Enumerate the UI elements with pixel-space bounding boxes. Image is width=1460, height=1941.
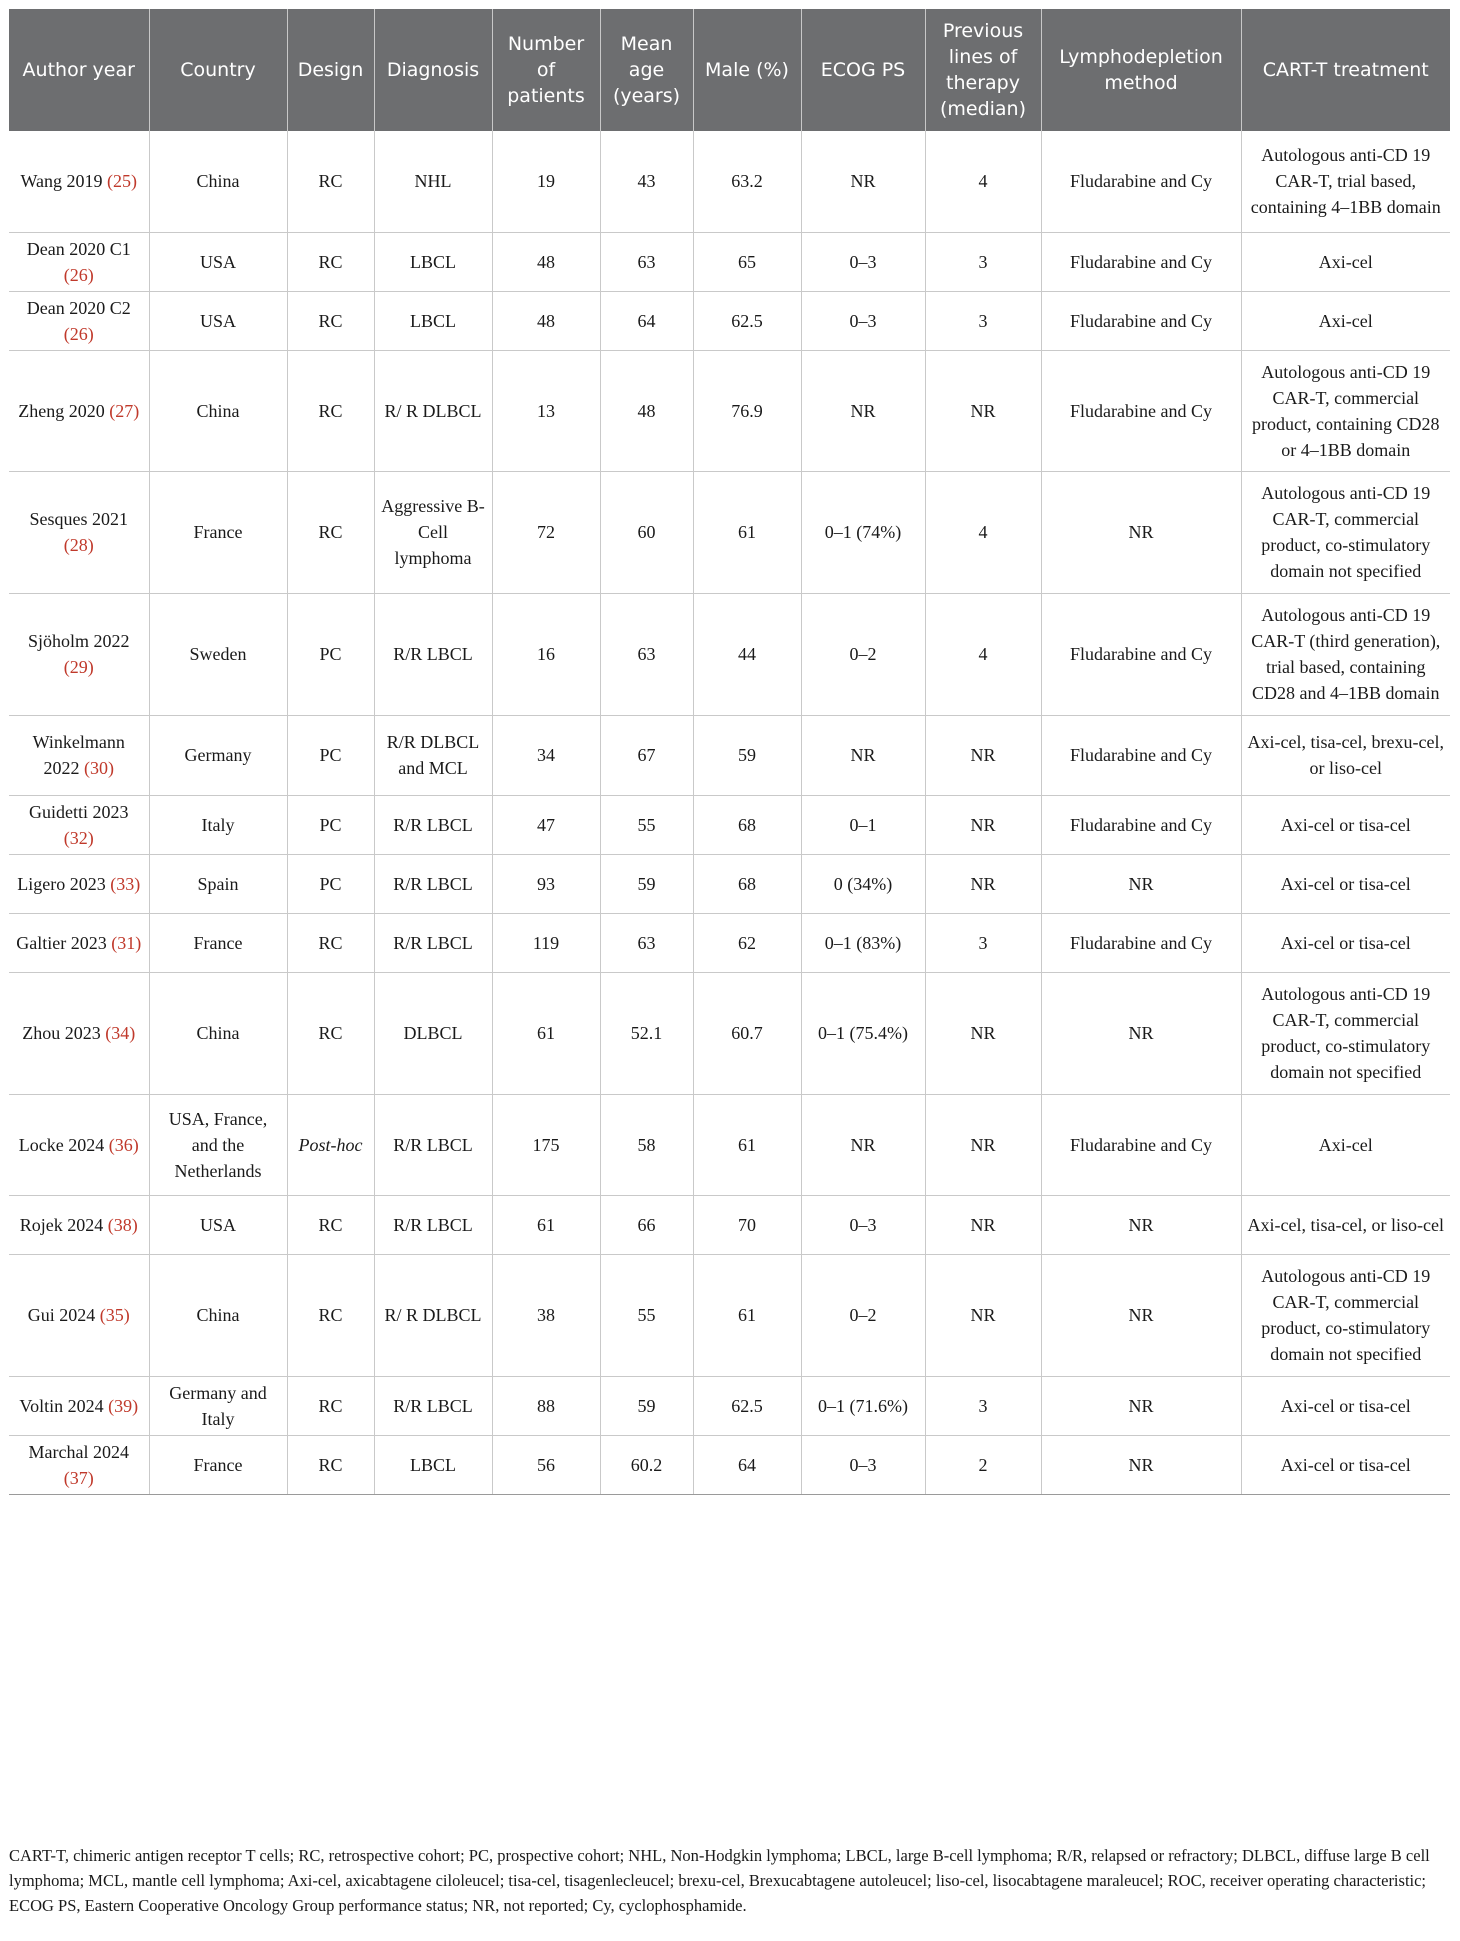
cell-design: RC bbox=[287, 131, 374, 232]
cell-number-of-patients: 48 bbox=[492, 291, 600, 350]
cell-author-year bbox=[9, 715, 149, 795]
cell-design: PC bbox=[287, 795, 374, 854]
cell-number-of-patients: 88 bbox=[492, 1376, 600, 1435]
header-row bbox=[9, 9, 1450, 131]
header-design: Design bbox=[287, 9, 374, 131]
cell-previous-lines: NR bbox=[925, 350, 1041, 471]
reference-link[interactable]: (27) bbox=[109, 400, 140, 421]
cell-previous-lines: 3 bbox=[925, 291, 1041, 350]
cell-ecog-ps: 0–1 (83%) bbox=[801, 913, 925, 972]
cell-country: Spain bbox=[149, 854, 287, 913]
cell-previous-lines: 3 bbox=[925, 232, 1041, 291]
cell-country: China bbox=[149, 350, 287, 471]
cell-male-percent: 64 bbox=[693, 1435, 801, 1494]
reference-link[interactable]: (26) bbox=[63, 264, 94, 285]
cell-number-of-patients: 47 bbox=[492, 795, 600, 854]
cell-number-of-patients: 19 bbox=[492, 131, 600, 232]
cell-male-percent: 68 bbox=[693, 795, 801, 854]
cell-design: PC bbox=[287, 854, 374, 913]
cell-ecog-ps: NR bbox=[801, 131, 925, 232]
cell-previous-lines: 4 bbox=[925, 593, 1041, 715]
cell-lymphodepletion: Fludarabine and Cy bbox=[1041, 593, 1241, 715]
reference-link[interactable]: (29) bbox=[63, 657, 94, 677]
table-row bbox=[9, 593, 1450, 715]
cell-number-of-patients: 119 bbox=[492, 913, 600, 972]
cell-male-percent: 65 bbox=[693, 232, 801, 291]
cell-design: RC bbox=[287, 232, 374, 291]
author-text: Locke 2024 bbox=[18, 1134, 105, 1155]
cell-author-year bbox=[9, 593, 149, 715]
cell-cart-t-treatment: Axi-cel or tisa-cel bbox=[1241, 795, 1450, 854]
author-text: Dean 2020 C1 bbox=[26, 238, 131, 259]
cell-mean-age: 59 bbox=[600, 854, 693, 913]
reference-link[interactable]: (34) bbox=[105, 1023, 136, 1043]
cell-number-of-patients: 16 bbox=[492, 593, 600, 715]
cell-cart-t-treatment: Autologous anti-CD 19 CAR-T, commercial product, co-stimulatory domain not specified bbox=[1241, 972, 1450, 1094]
table-row bbox=[9, 1254, 1450, 1376]
cell-diagnosis: NHL bbox=[374, 131, 492, 232]
cell-number-of-patients: 34 bbox=[492, 715, 600, 795]
table-body bbox=[9, 131, 1450, 1494]
table-footnote: CART-T, chimeric antigen receptor T cells; RC, retrospective cohort; PC, prospective cohort; NHL, Non-Hodgkin lymphoma; LBCL, large B-cell lymphoma; R/R, relapsed or refractory; DLBCL, diffuse large B cell lymphoma; MCL, mantle cell lymphoma; Axi-cel, axicabtagene ciloleucel; tisa-cel, tisagenlecleucel; brexu-cel, Brexucabtagene autoleucel; liso-cel, lisocabtagene maraleucel; ROC, receiver operating characteristic; ECOG PS, Eastern Cooperative Oncology Group performance status; NR, not reported; Cy, cyclophosphamide. bbox=[9, 1846, 1430, 1915]
author-text: Gui 2024 bbox=[27, 1305, 96, 1325]
header-number-of-patients: Number of patients bbox=[492, 9, 600, 131]
cell-design: RC bbox=[287, 471, 374, 593]
cell-author-year bbox=[9, 471, 149, 593]
cell-mean-age: 43 bbox=[600, 131, 693, 232]
reference-link[interactable]: (35) bbox=[99, 1305, 130, 1325]
cell-lymphodepletion: Fludarabine and Cy bbox=[1041, 291, 1241, 350]
header-author-year: Author year bbox=[9, 9, 149, 131]
cell-cart-t-treatment: Axi-cel or tisa-cel bbox=[1241, 854, 1450, 913]
table-row bbox=[9, 972, 1450, 1094]
header-country: Country bbox=[149, 9, 287, 131]
cell-cart-t-treatment: Axi-cel or tisa-cel bbox=[1241, 913, 1450, 972]
cell-country: France bbox=[149, 913, 287, 972]
cell-design: RC bbox=[287, 913, 374, 972]
table-row bbox=[9, 471, 1450, 593]
study-characteristics-table bbox=[9, 9, 1450, 1495]
cell-mean-age: 59 bbox=[600, 1376, 693, 1435]
cell-design: RC bbox=[287, 972, 374, 1094]
cell-design: PC bbox=[287, 715, 374, 795]
cell-cart-t-treatment: Axi-cel bbox=[1241, 232, 1450, 291]
table-row bbox=[9, 913, 1450, 972]
cell-author-year bbox=[9, 291, 149, 350]
table-row bbox=[9, 1435, 1450, 1494]
cell-previous-lines: NR bbox=[925, 1094, 1041, 1195]
cell-male-percent: 62.5 bbox=[693, 1376, 801, 1435]
cell-ecog-ps: 0–3 bbox=[801, 1435, 925, 1494]
cell-lymphodepletion: Fludarabine and Cy bbox=[1041, 913, 1241, 972]
cell-author-year bbox=[9, 1376, 149, 1435]
cell-author-year bbox=[9, 795, 149, 854]
cell-previous-lines: NR bbox=[925, 795, 1041, 854]
cell-ecog-ps: NR bbox=[801, 350, 925, 471]
cell-lymphodepletion: Fludarabine and Cy bbox=[1041, 131, 1241, 232]
table-row bbox=[9, 795, 1450, 854]
cell-number-of-patients: 48 bbox=[492, 232, 600, 291]
reference-link[interactable]: (26) bbox=[63, 323, 94, 344]
cell-author-year bbox=[9, 854, 149, 913]
cell-lymphodepletion: Fludarabine and Cy bbox=[1041, 350, 1241, 471]
cell-country: USA bbox=[149, 232, 287, 291]
cell-design: RC bbox=[287, 291, 374, 350]
cell-previous-lines: NR bbox=[925, 1254, 1041, 1376]
cell-mean-age: 63 bbox=[600, 593, 693, 715]
author-text: Rojek 2024 bbox=[19, 1214, 104, 1235]
cell-previous-lines: NR bbox=[925, 972, 1041, 1094]
cell-cart-t-treatment: Autologous anti-CD 19 CAR-T, commercial product, containing CD28 or 4–1BB domain bbox=[1241, 350, 1450, 471]
cell-cart-t-treatment: Axi-cel, tisa-cel, or liso-cel bbox=[1241, 1195, 1450, 1254]
header-ecog-ps: ECOG PS bbox=[801, 9, 925, 131]
cell-author-year bbox=[9, 1254, 149, 1376]
cell-design: RC bbox=[287, 1376, 374, 1435]
cell-mean-age: 55 bbox=[600, 1254, 693, 1376]
header-previous-lines: Previous lines of therapy (median) bbox=[925, 9, 1041, 131]
cell-cart-t-treatment: Autologous anti-CD 19 CAR-T (third generation), trial based, containing CD28 and 4–1BB domain bbox=[1241, 593, 1450, 715]
table-row bbox=[9, 1094, 1450, 1195]
cell-male-percent: 61 bbox=[693, 1254, 801, 1376]
cell-diagnosis: R/R DLBCL and MCL bbox=[374, 715, 492, 795]
cell-male-percent: 68 bbox=[693, 854, 801, 913]
cell-previous-lines: NR bbox=[925, 715, 1041, 795]
cell-previous-lines: 4 bbox=[925, 471, 1041, 593]
header-lymphodepletion: Lymphodepletion method bbox=[1041, 9, 1241, 131]
cell-previous-lines: NR bbox=[925, 1195, 1041, 1254]
cell-lymphodepletion: Fludarabine and Cy bbox=[1041, 232, 1241, 291]
cell-ecog-ps: 0–3 bbox=[801, 232, 925, 291]
cell-previous-lines: 3 bbox=[925, 1376, 1041, 1435]
cell-lymphodepletion: Fludarabine and Cy bbox=[1041, 795, 1241, 854]
cell-diagnosis: DLBCL bbox=[374, 972, 492, 1094]
cell-number-of-patients: 72 bbox=[492, 471, 600, 593]
cell-male-percent: 70 bbox=[693, 1195, 801, 1254]
cell-lymphodepletion: NR bbox=[1041, 1376, 1241, 1435]
cell-author-year bbox=[9, 913, 149, 972]
cell-author-year bbox=[9, 350, 149, 471]
cell-mean-age: 66 bbox=[600, 1195, 693, 1254]
author-text: Wang 2019 bbox=[20, 171, 103, 192]
cell-ecog-ps: 0–1 (75.4%) bbox=[801, 972, 925, 1094]
header-diagnosis: Diagnosis bbox=[374, 9, 492, 131]
cell-diagnosis: R/R LBCL bbox=[374, 593, 492, 715]
cell-ecog-ps: 0–1 (74%) bbox=[801, 471, 925, 593]
cell-previous-lines: 4 bbox=[925, 131, 1041, 232]
cell-country: Sweden bbox=[149, 593, 287, 715]
cell-country: USA, France, and the Netherlands bbox=[149, 1094, 287, 1195]
cell-diagnosis: R/R LBCL bbox=[374, 795, 492, 854]
cell-author-year bbox=[9, 1435, 149, 1494]
cell-male-percent: 61 bbox=[693, 471, 801, 593]
author-text: Marchal 2024 bbox=[28, 1441, 129, 1462]
table-row bbox=[9, 291, 1450, 350]
cell-mean-age: 60 bbox=[600, 471, 693, 593]
cell-ecog-ps: 0–3 bbox=[801, 291, 925, 350]
cell-author-year bbox=[9, 1195, 149, 1254]
cell-ecog-ps: 0–1 (71.6%) bbox=[801, 1376, 925, 1435]
cell-diagnosis: Aggressive B-Cell lymphoma bbox=[374, 471, 492, 593]
cell-mean-age: 55 bbox=[600, 795, 693, 854]
cell-author-year bbox=[9, 1094, 149, 1195]
cell-lymphodepletion: NR bbox=[1041, 854, 1241, 913]
cell-country: China bbox=[149, 972, 287, 1094]
cell-mean-age: 63 bbox=[600, 232, 693, 291]
cell-diagnosis: R/R LBCL bbox=[374, 1094, 492, 1195]
reference-link[interactable]: (30) bbox=[84, 758, 114, 778]
cell-author-year bbox=[9, 972, 149, 1094]
reference-link[interactable]: (31) bbox=[111, 932, 142, 953]
cell-male-percent: 63.2 bbox=[693, 131, 801, 232]
cell-previous-lines: 2 bbox=[925, 1435, 1041, 1494]
reference-link[interactable]: (37) bbox=[63, 1467, 94, 1488]
cell-design: RC bbox=[287, 1254, 374, 1376]
cell-cart-t-treatment: Autologous anti-CD 19 CAR-T, commercial product, co-stimulatory domain not specified bbox=[1241, 471, 1450, 593]
cell-diagnosis: LBCL bbox=[374, 1435, 492, 1494]
cell-number-of-patients: 93 bbox=[492, 854, 600, 913]
table-row bbox=[9, 1376, 1450, 1435]
reference-link[interactable]: (32) bbox=[63, 827, 94, 848]
cell-number-of-patients: 61 bbox=[492, 1195, 600, 1254]
cell-country: China bbox=[149, 131, 287, 232]
author-text: Sesques 2021 bbox=[29, 509, 128, 529]
cell-male-percent: 59 bbox=[693, 715, 801, 795]
cell-male-percent: 76.9 bbox=[693, 350, 801, 471]
cell-male-percent: 61 bbox=[693, 1094, 801, 1195]
cell-cart-t-treatment: Axi-cel, tisa-cel, brexu-cel, or liso-cel bbox=[1241, 715, 1450, 795]
cell-author-year bbox=[9, 232, 149, 291]
table-row bbox=[9, 854, 1450, 913]
cell-country: Germany and Italy bbox=[149, 1376, 287, 1435]
cell-previous-lines: NR bbox=[925, 854, 1041, 913]
cell-design: RC bbox=[287, 350, 374, 471]
cell-design: Post-hoc bbox=[287, 1094, 374, 1195]
cell-mean-age: 60.2 bbox=[600, 1435, 693, 1494]
cell-lymphodepletion: Fludarabine and Cy bbox=[1041, 1094, 1241, 1195]
cell-number-of-patients: 13 bbox=[492, 350, 600, 471]
cell-diagnosis: LBCL bbox=[374, 232, 492, 291]
table-row bbox=[9, 350, 1450, 471]
cell-mean-age: 64 bbox=[600, 291, 693, 350]
reference-link[interactable]: (38) bbox=[107, 1214, 138, 1235]
header-male-percent: Male (%) bbox=[693, 9, 801, 131]
cell-diagnosis: R/R LBCL bbox=[374, 913, 492, 972]
author-text: Ligero 2023 bbox=[17, 873, 106, 894]
table-header bbox=[9, 9, 1450, 131]
cell-number-of-patients: 38 bbox=[492, 1254, 600, 1376]
cell-mean-age: 48 bbox=[600, 350, 693, 471]
cell-country: USA bbox=[149, 291, 287, 350]
cell-ecog-ps: 0–1 bbox=[801, 795, 925, 854]
cell-lymphodepletion: NR bbox=[1041, 1195, 1241, 1254]
cell-author-year bbox=[9, 131, 149, 232]
reference-link[interactable]: (39) bbox=[108, 1395, 139, 1416]
cell-number-of-patients: 175 bbox=[492, 1094, 600, 1195]
cell-mean-age: 52.1 bbox=[600, 972, 693, 1094]
cell-design: PC bbox=[287, 593, 374, 715]
reference-link[interactable]: (36) bbox=[108, 1134, 139, 1155]
cell-lymphodepletion: NR bbox=[1041, 1435, 1241, 1494]
cell-diagnosis: R/R LBCL bbox=[374, 1195, 492, 1254]
table-row bbox=[9, 131, 1450, 232]
cell-country: Germany bbox=[149, 715, 287, 795]
author-text: Guidetti 2023 bbox=[29, 801, 129, 822]
author-text: Winkelmann 2022 bbox=[32, 732, 125, 778]
table-row bbox=[9, 232, 1450, 291]
cell-cart-t-treatment: Axi-cel bbox=[1241, 1094, 1450, 1195]
cell-mean-age: 67 bbox=[600, 715, 693, 795]
cell-design: RC bbox=[287, 1435, 374, 1494]
cell-diagnosis: R/ R DLBCL bbox=[374, 350, 492, 471]
reference-link[interactable]: (33) bbox=[110, 873, 141, 894]
author-text: Dean 2020 C2 bbox=[26, 297, 131, 318]
author-text: Galtier 2023 bbox=[16, 932, 107, 953]
table-row bbox=[9, 715, 1450, 795]
table-row bbox=[9, 1195, 1450, 1254]
cell-diagnosis: R/R LBCL bbox=[374, 1376, 492, 1435]
cell-lymphodepletion: Fludarabine and Cy bbox=[1041, 715, 1241, 795]
cell-country: China bbox=[149, 1254, 287, 1376]
cell-design: RC bbox=[287, 1195, 374, 1254]
cell-lymphodepletion: NR bbox=[1041, 1254, 1241, 1376]
cell-country: Italy bbox=[149, 795, 287, 854]
cell-cart-t-treatment: Autologous anti-CD 19 CAR-T, trial based, containing 4–1BB domain bbox=[1241, 131, 1450, 232]
cell-diagnosis: R/R LBCL bbox=[374, 854, 492, 913]
cell-country: USA bbox=[149, 1195, 287, 1254]
cell-mean-age: 58 bbox=[600, 1094, 693, 1195]
cell-male-percent: 62 bbox=[693, 913, 801, 972]
cell-previous-lines: 3 bbox=[925, 913, 1041, 972]
reference-link[interactable]: (28) bbox=[63, 535, 94, 555]
cell-cart-t-treatment: Autologous anti-CD 19 CAR-T, commercial product, co-stimulatory domain not specified bbox=[1241, 1254, 1450, 1376]
cell-cart-t-treatment: Axi-cel or tisa-cel bbox=[1241, 1376, 1450, 1435]
cell-ecog-ps: 0–2 bbox=[801, 1254, 925, 1376]
cell-number-of-patients: 61 bbox=[492, 972, 600, 1094]
data-table bbox=[9, 9, 1450, 1495]
header-cart-t-treatment: CART-T treatment bbox=[1241, 9, 1450, 131]
author-text: Voltin 2024 bbox=[19, 1395, 104, 1416]
cell-male-percent: 44 bbox=[693, 593, 801, 715]
cell-lymphodepletion: NR bbox=[1041, 972, 1241, 1094]
cell-ecog-ps: 0–2 bbox=[801, 593, 925, 715]
reference-link[interactable]: (25) bbox=[107, 171, 138, 192]
cell-ecog-ps: 0 (34%) bbox=[801, 854, 925, 913]
author-text: Sjöholm 2022 bbox=[27, 631, 130, 651]
cell-number-of-patients: 56 bbox=[492, 1435, 600, 1494]
cell-male-percent: 62.5 bbox=[693, 291, 801, 350]
cell-diagnosis: R/ R DLBCL bbox=[374, 1254, 492, 1376]
cell-cart-t-treatment: Axi-cel bbox=[1241, 291, 1450, 350]
cell-lymphodepletion: NR bbox=[1041, 471, 1241, 593]
cell-ecog-ps: NR bbox=[801, 715, 925, 795]
cell-country: France bbox=[149, 471, 287, 593]
cell-diagnosis: LBCL bbox=[374, 291, 492, 350]
cell-ecog-ps: 0–3 bbox=[801, 1195, 925, 1254]
cell-country: France bbox=[149, 1435, 287, 1494]
cell-male-percent: 60.7 bbox=[693, 972, 801, 1094]
cell-mean-age: 63 bbox=[600, 913, 693, 972]
cell-cart-t-treatment: Axi-cel or tisa-cel bbox=[1241, 1435, 1450, 1494]
author-text: Zheng 2020 bbox=[18, 400, 105, 421]
header-mean-age: Mean age (years) bbox=[600, 9, 693, 131]
author-text: Zhou 2023 bbox=[22, 1023, 101, 1043]
cell-ecog-ps: NR bbox=[801, 1094, 925, 1195]
